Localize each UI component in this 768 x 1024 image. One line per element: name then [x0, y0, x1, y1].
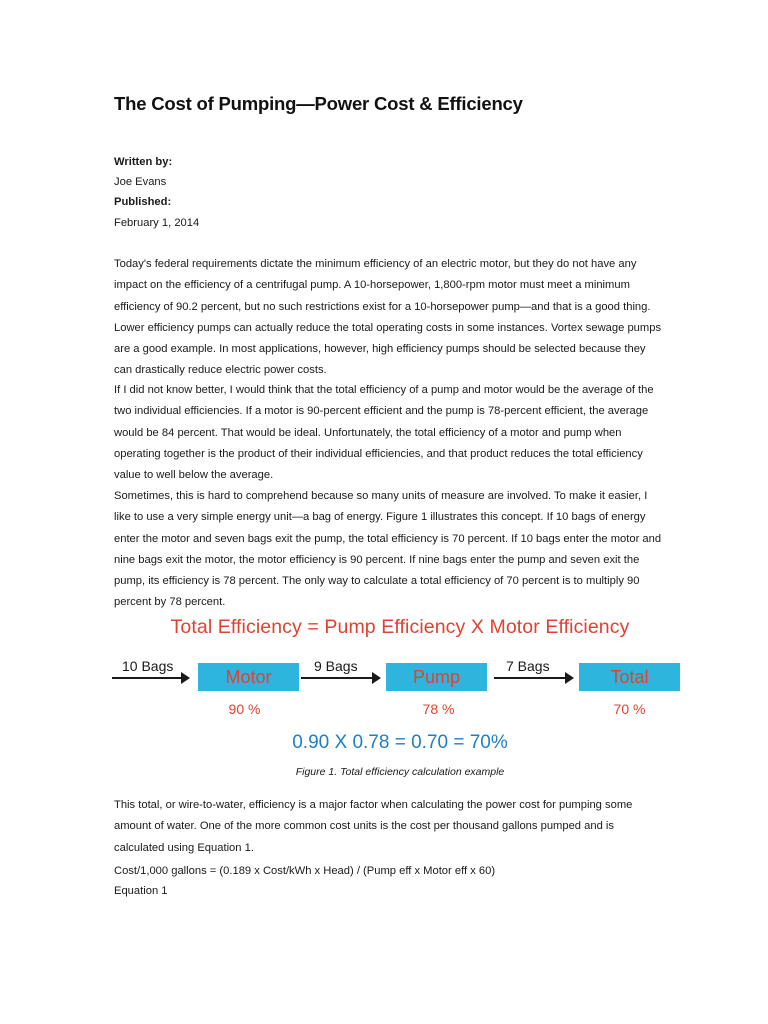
arrow-mid	[301, 677, 379, 679]
figure-caption: Figure 1. Total efficiency calculation example	[295, 766, 505, 778]
pump-box: Pump	[386, 663, 487, 691]
published-label: Published:	[114, 196, 172, 209]
motor-percent: 90 %	[228, 701, 261, 717]
written-by-label: Written by:	[114, 156, 173, 168]
total-percent: 70 %	[613, 701, 646, 717]
figure-1	[100, 610, 700, 790]
author-name: Joe Evans	[114, 176, 167, 189]
paragraph: Sometimes, this is hard to comprehend because so many units of measure are involved. To make it easier, I like to use a very simple energy unit—a bag of energy. Figure 1 illustrates this concept. If 10 bags of energy enter the motor and seven bags exit the pump, the total efficiency is 70 percent. If 10 bags enter the motor and nine bags exit the motor, the motor efficiency is 90 percent. If nine bags enter the pump and seven exit the pump, its efficiency is 78 percent. The only way to calculate a total efficiency of 70 percent is to multiply 90 percent by 78 percent.	[114, 490, 662, 609]
motor-box: Motor	[198, 663, 299, 691]
figure-equation: 0.90 X 0.78 = 0.70 = 70%	[292, 732, 508, 753]
article-meta	[114, 152, 199, 233]
figure-title: Total Efficiency = Pump Efficiency X Motor Efficiency	[170, 616, 630, 638]
paragraph: This total, or wire-to-water, efficiency is a major factor when calculating the power cost for pumping some amount of water. One of the more common cost units is the cost per thousand gallons pumped and is calculated using Equation 1.	[114, 799, 633, 854]
bags-in-label: 10 Bags	[122, 658, 174, 674]
pump-percent: 78 %	[422, 701, 455, 717]
cost-formula-text: Cost/1,000 gallons = (0.189 x Cost/kWh x Head) / (Pump eff x Motor eff x 60)	[114, 865, 496, 877]
published-date: February 1, 2014	[114, 216, 200, 229]
cost-formula	[114, 861, 674, 901]
equation-label: Equation 1	[114, 885, 168, 898]
paragraph: Today's federal requirements dictate the minimum efficiency of an electric motor, but they do not have any impact on the efficiency of a centrifugal pump. A 10-horsepower, 1,800-rpm motor must meet a minimum efficiency of 90.2 percent, but no such restrictions exist for a 10-horsepower pump—and that is a good thing. Lower efficiency pumps can actually reduce the total operating costs in some instances. Vortex sewage pumps are a good example. In most applications, however, high efficiency pumps should be selected because they can drastically reduce electric power costs.	[114, 258, 662, 377]
arrow-in	[112, 677, 188, 679]
paragraph: If I did not know better, I would think that the total efficiency of a pump and motor would be the average of the two individual efficiencies. If a motor is 90-percent efficient and the pump is 78-percent efficient, the average would be 84 percent. That would be ideal. Unfortunately, the total efficiency of a motor and pump when operating together is the product of their individual efficiencies, and that product reduces the total efficiency value to well below the average.	[114, 384, 654, 482]
bags-mid-label: 9 Bags	[314, 658, 358, 674]
arrow-out	[494, 677, 572, 679]
article-title: The Cost of Pumping—Power Cost & Efficiency	[114, 93, 523, 114]
bags-out-label: 7 Bags	[506, 658, 550, 674]
total-box: Total	[579, 663, 680, 691]
